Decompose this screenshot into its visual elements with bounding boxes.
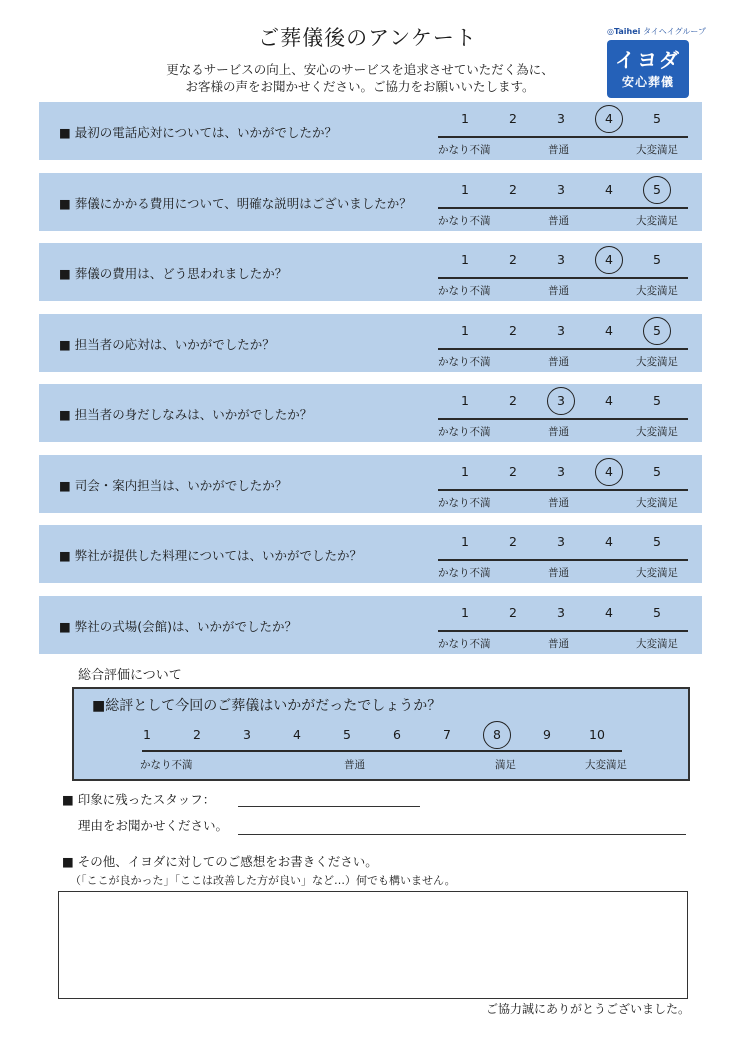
scale-label-high: 大変満足	[636, 567, 678, 579]
question-text: ■ 担当者の応対は、いかがでしたか？	[59, 336, 275, 352]
overall-rating-scale	[140, 723, 627, 773]
overall-rating-option[interactable]: 2	[193, 727, 201, 742]
scale-label-low: かなり不満	[438, 567, 491, 579]
comments-textarea[interactable]	[58, 891, 688, 999]
question-text: ■ 司会・案内担当は、いかがでしたか？	[59, 477, 288, 493]
rating-option[interactable]: 3	[557, 604, 565, 620]
overall-rating-option[interactable]: 5	[343, 727, 351, 742]
overall-question: ■総評として今回のご葬儀はいかがだったでしょうか？	[92, 698, 442, 714]
rating-option[interactable]: 1	[461, 463, 469, 479]
rating-option[interactable]: 4	[597, 111, 621, 126]
comments-label: ■ その他、イヨダに対してのご感想をお書きください。	[62, 854, 378, 869]
thanks-note: ご協力誠にありがとうございました。	[485, 1002, 690, 1016]
scale-line	[438, 207, 688, 209]
question-row	[39, 243, 702, 301]
scale-line	[438, 348, 688, 350]
scale-label-mid: 普通	[548, 144, 569, 156]
overall-rating-option[interactable]: 6	[393, 727, 401, 742]
rating-option[interactable]: 5	[653, 463, 661, 479]
rating-option[interactable]: 2	[509, 393, 517, 408]
rating-option[interactable]: 5	[653, 604, 661, 620]
overall-rating-option[interactable]: 4	[293, 727, 301, 742]
scale-label-low: かなり不満	[438, 426, 491, 438]
rating-option[interactable]: 2	[509, 252, 517, 267]
question-text: ■ 葬儀にかかる費用について、明確な説明はございましたか？	[59, 195, 412, 211]
overall-rating-option[interactable]: 10	[589, 727, 605, 742]
scale-label-mid: 普通	[548, 637, 569, 650]
scale-line	[438, 136, 688, 138]
rating-option[interactable]: 4	[605, 604, 613, 620]
rating-option[interactable]: 3	[549, 393, 573, 408]
rating-scale	[438, 314, 688, 372]
brand-jp: タイヘイグループ	[642, 27, 707, 36]
scale-label-mid: 普通	[344, 759, 365, 771]
scale-line	[438, 489, 688, 491]
question-row	[39, 102, 702, 160]
circle-mark-icon: ◎	[607, 27, 614, 36]
scale-label-mid: 普通	[548, 355, 569, 368]
scale-label-high: 大変満足	[636, 426, 678, 438]
scale-label-satisfied: 満足	[495, 759, 516, 771]
rating-option[interactable]: 3	[557, 534, 565, 549]
rating-scale	[438, 102, 688, 160]
overall-rating-option[interactable]: 1	[143, 727, 151, 742]
rating-option[interactable]: 4	[597, 252, 621, 267]
rating-option[interactable]: 2	[509, 534, 517, 549]
rating-option[interactable]: 4	[597, 464, 621, 479]
rating-option[interactable]: 3	[557, 111, 565, 126]
scale-label-low: かなり不満	[438, 637, 491, 650]
scale-line	[438, 418, 688, 420]
overall-rating-option[interactable]: 8	[485, 727, 509, 742]
rating-scale	[438, 384, 688, 442]
logo-name: イヨダ	[615, 48, 681, 72]
rating-scale	[438, 243, 688, 301]
rating-scale	[438, 596, 688, 654]
rating-option[interactable]: 5	[653, 393, 661, 408]
scale-label-low: かなり不満	[438, 214, 491, 227]
question-row	[39, 384, 702, 442]
reason-input[interactable]	[238, 834, 686, 835]
scale-label-mid: 普通	[548, 285, 569, 297]
scale-label-low: かなり不満	[438, 355, 491, 368]
question-row	[39, 525, 702, 583]
rating-option[interactable]: 2	[509, 111, 517, 126]
rating-option[interactable]: 5	[645, 182, 669, 197]
rating-option[interactable]: 1	[461, 181, 469, 197]
rating-option[interactable]: 2	[509, 604, 517, 620]
question-text: ■ 弊社が提供した料理については、いかがでしたか？	[59, 548, 363, 563]
rating-option[interactable]: 1	[461, 322, 469, 338]
scale-label-high: 大変満足	[636, 214, 678, 227]
question-row	[39, 314, 702, 372]
rating-scale	[438, 525, 688, 583]
overall-rating-option[interactable]: 7	[443, 727, 451, 742]
comments-hint: （「ここが良かった」「ここは改善した方が良い」など…）何でも構いません。	[70, 874, 456, 887]
rating-option[interactable]: 4	[605, 534, 613, 549]
rating-option[interactable]: 2	[509, 322, 517, 338]
rating-option[interactable]: 5	[645, 323, 669, 338]
overall-heading: 総合評価について	[78, 668, 182, 683]
scale-label-low: かなり不満	[438, 285, 491, 297]
question-text: ■ 葬儀の費用は、どう思われましたか？	[59, 266, 288, 281]
scale-label-low: かなり不満	[140, 759, 193, 771]
scale-label-high: 大変満足	[636, 285, 678, 297]
rating-option[interactable]: 1	[461, 393, 469, 408]
rating-option[interactable]: 1	[461, 604, 469, 620]
rating-option[interactable]: 4	[605, 393, 613, 408]
scale-line	[438, 277, 688, 279]
overall-rating-option[interactable]: 9	[543, 727, 551, 742]
overall-rating-option[interactable]: 3	[243, 727, 251, 742]
question-text: ■ 最初の電話応対については、いかがでしたか？	[59, 125, 338, 140]
staff-input[interactable]	[238, 806, 420, 807]
scale-label-high: 大変満足	[636, 144, 678, 156]
question-row	[39, 596, 702, 654]
rating-option[interactable]: 3	[557, 322, 565, 338]
rating-option[interactable]: 5	[653, 111, 661, 126]
scale-label-mid: 普通	[548, 496, 569, 509]
rating-option[interactable]: 1	[461, 111, 469, 126]
rating-option[interactable]: 4	[605, 322, 613, 338]
scale-line	[438, 630, 688, 632]
intro-line-1: 更なるサービスの向上、安心のサービスを追求させていただく為に、	[166, 62, 554, 77]
scale-label-mid: 普通	[548, 426, 569, 438]
rating-option[interactable]: 2	[509, 463, 517, 479]
intro-line-2: お客様の声をお聞かせください。ご協力をお願いいたします。	[185, 79, 535, 94]
rating-option[interactable]: 1	[461, 534, 469, 549]
company-logo	[607, 26, 707, 98]
scale-label-high: 大変満足	[636, 496, 678, 509]
scale-line	[438, 559, 688, 561]
rating-option[interactable]: 1	[461, 252, 469, 267]
question-row	[39, 173, 702, 231]
rating-option[interactable]: 3	[557, 181, 565, 197]
rating-option[interactable]: 3	[557, 463, 565, 479]
rating-option[interactable]: 3	[557, 252, 565, 267]
brand-en: Taihei	[613, 27, 641, 36]
scale-label-mid: 普通	[548, 214, 569, 227]
scale-label-mid: 普通	[548, 567, 569, 579]
scale-label-high: 大変満足	[585, 759, 627, 771]
rating-scale	[438, 455, 688, 513]
question-row	[39, 455, 702, 513]
rating-option[interactable]: 2	[509, 181, 517, 197]
rating-option[interactable]: 4	[605, 181, 613, 197]
question-text: ■ 弊社の式場(会館)は、いかがでしたか？	[59, 618, 298, 634]
scale-label-low: かなり不満	[438, 144, 491, 156]
group-brand	[607, 26, 707, 37]
page-title: ご葬儀後のアンケート	[258, 26, 477, 50]
rating-scale	[438, 173, 688, 231]
scale-line	[142, 750, 622, 752]
scale-label-high: 大変満足	[636, 355, 678, 368]
logo-tagline: 安心葬儀	[621, 75, 674, 89]
question-text: ■ 担当者の身だしなみは、いかがでしたか？	[59, 407, 313, 422]
scale-label-high: 大変満足	[636, 637, 678, 650]
overall-rating-box	[72, 687, 690, 781]
logo-box	[607, 40, 689, 98]
rating-option[interactable]: 5	[653, 534, 661, 549]
rating-option[interactable]: 5	[653, 252, 661, 267]
reason-label: 理由をお聞かせください。	[78, 818, 229, 833]
scale-label-low: かなり不満	[438, 496, 491, 509]
staff-label: ■ 印象に残ったスタッフ：	[62, 792, 216, 807]
